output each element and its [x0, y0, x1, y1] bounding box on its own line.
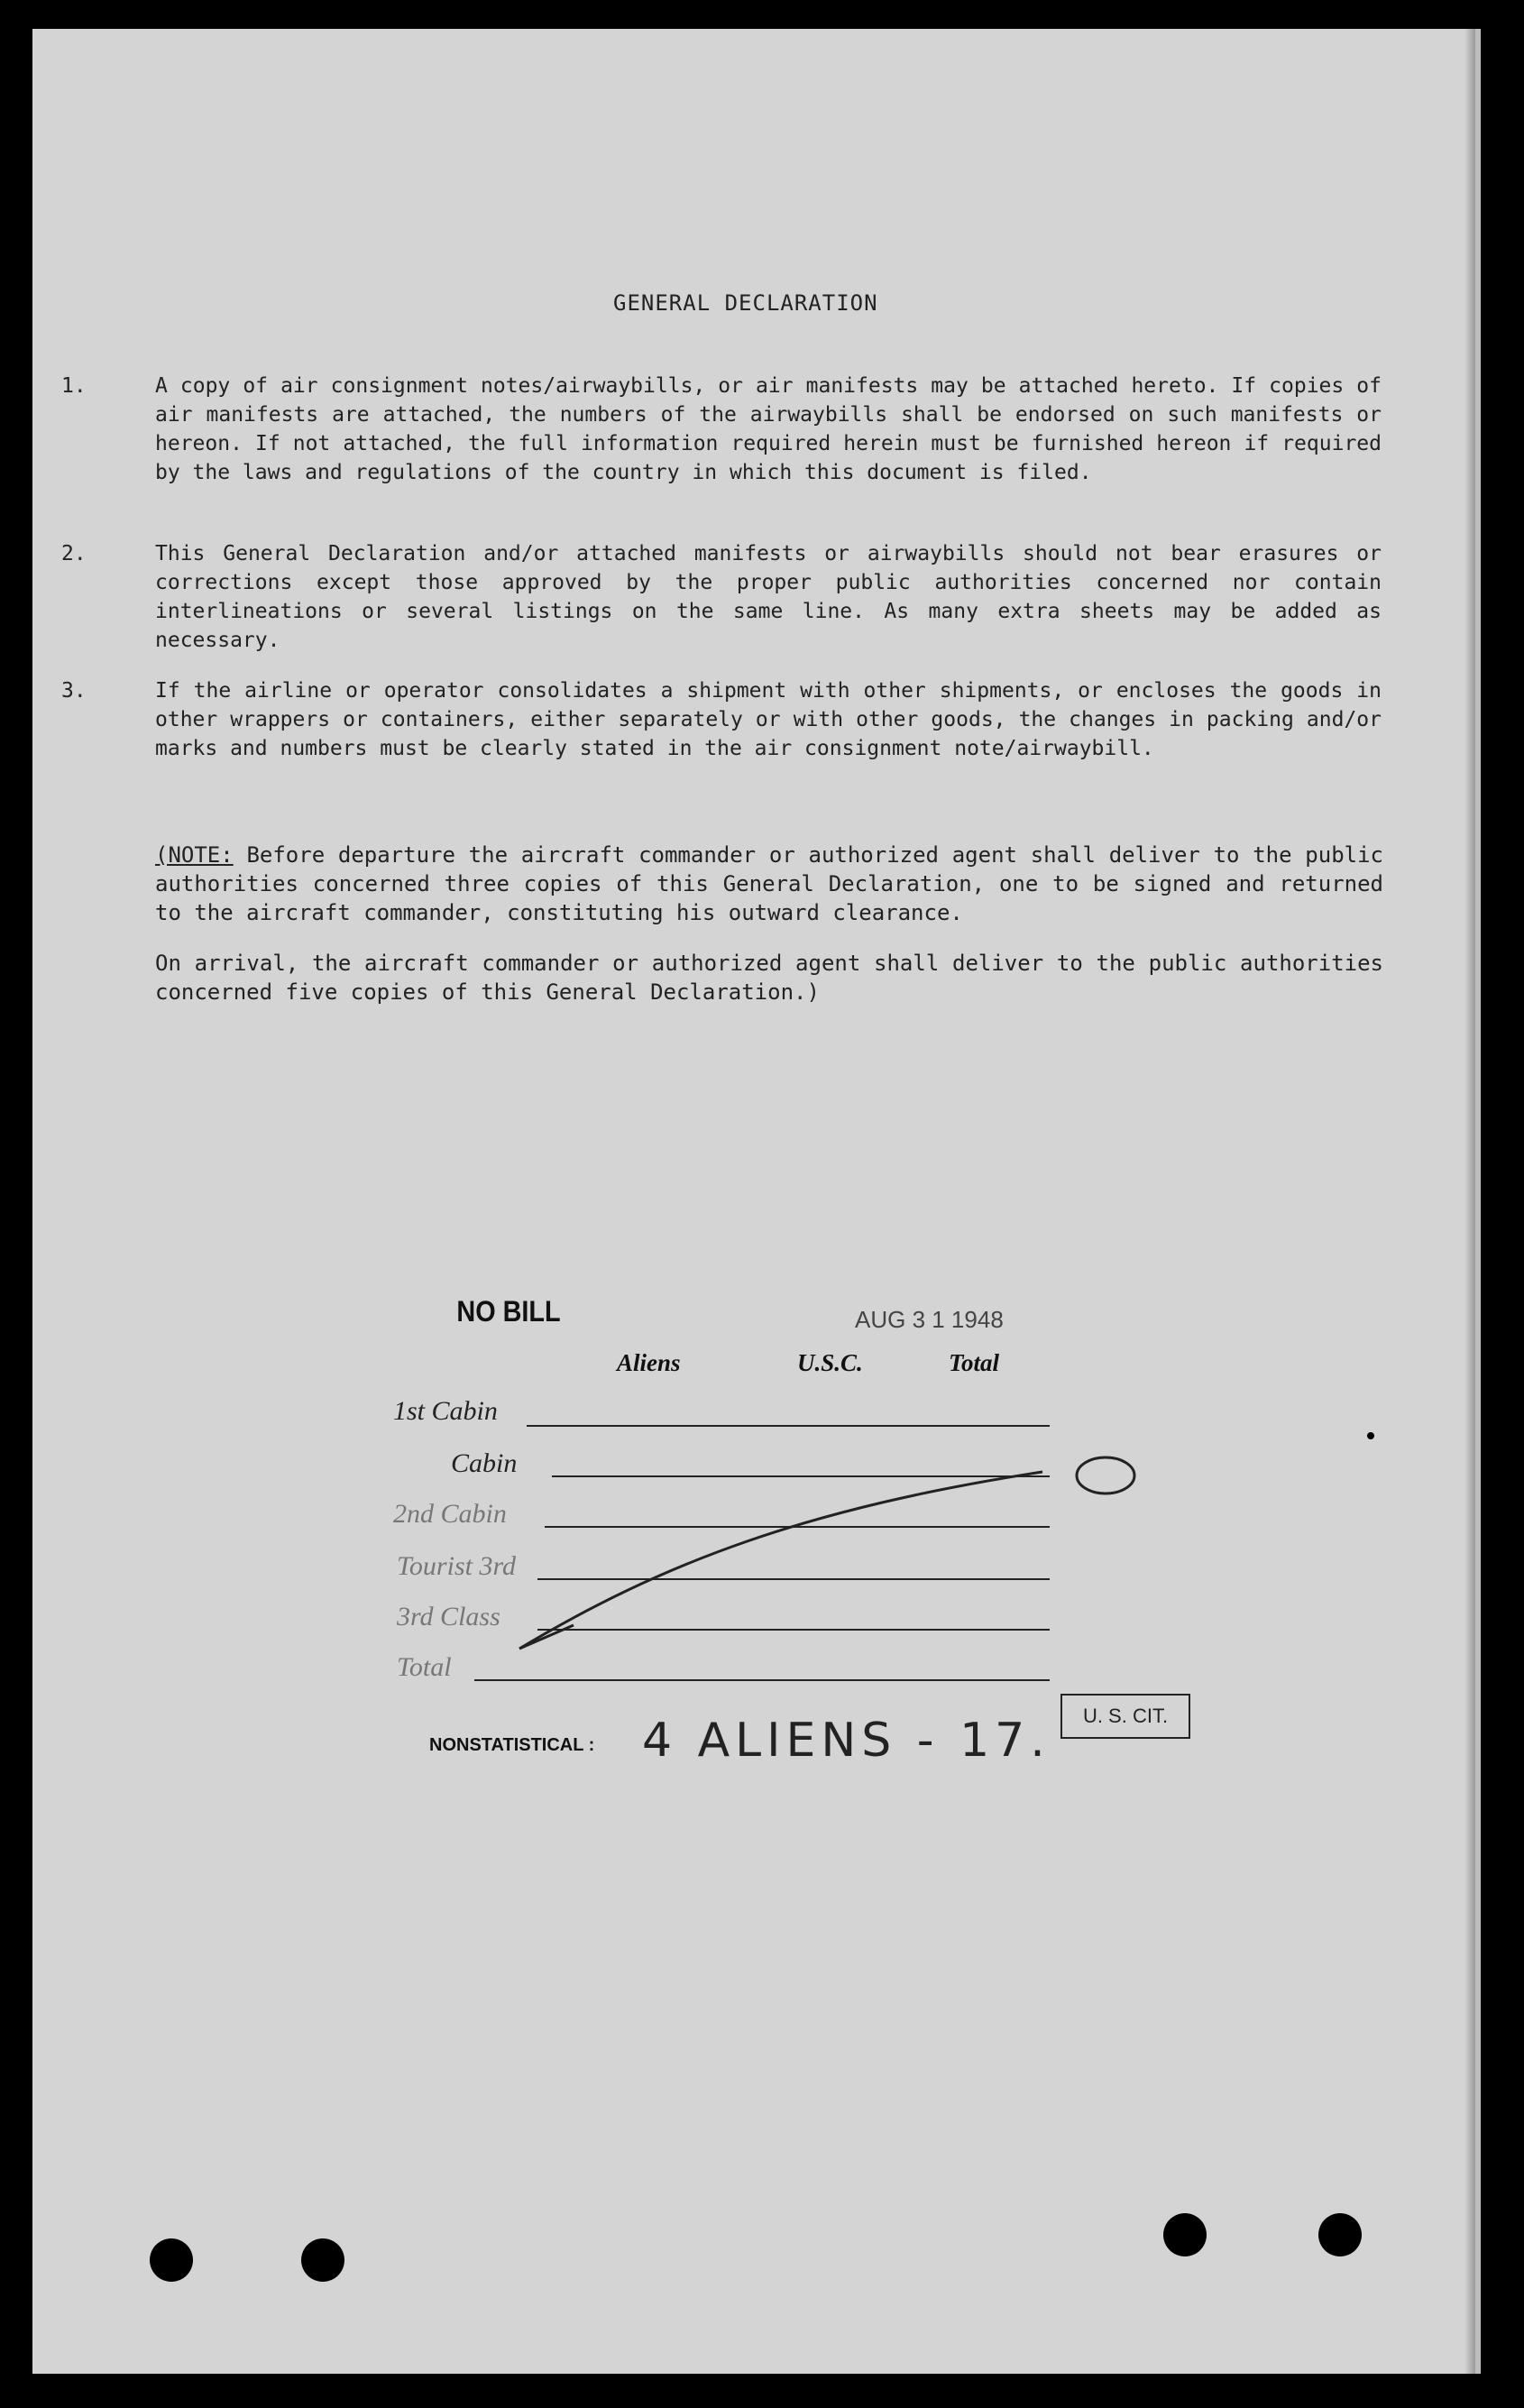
strike-through-mark: [32, 29, 1475, 2374]
punch-hole: [150, 2238, 193, 2282]
row-cabin: Cabin: [451, 1448, 518, 1478]
column-aliens: Aliens: [617, 1349, 681, 1376]
row-2nd-cabin: 2nd Cabin: [393, 1499, 507, 1529]
note-label: (NOTE:: [155, 842, 234, 868]
row-tourist-3rd: Tourist 3rd: [397, 1551, 517, 1581]
handwritten-note: 4 ALIENS - 17.: [642, 1714, 1051, 1768]
paragraph-text: If the airline or operator consolidates a shipment with other shipments, or encloses the goods in other wrappers or containers, either separately or with other goods, the changes in packing and/or marks and numbers must be clearly stated in the air consignment note/airwaybill.: [155, 679, 1382, 760]
row-total: Total: [397, 1652, 452, 1682]
speck: [1367, 1432, 1374, 1439]
arrival-paragraph: On arrival, the aircraft commander or authorized agent shall deliver to the public authorities concerned five copies of this General Declaration.): [155, 951, 1383, 1005]
punch-hole: [1163, 2213, 1207, 2256]
document-page: [32, 29, 1481, 2374]
paragraph-text: A copy of air consignment notes/airwaybills, or air manifests may be attached hereto. If copies of air manifests are attached, the numbers of the airwaybills shall be endorsed on such manifests or hereon. If not attached, the full information required herein must be furnished hereon if required by the laws and regulations of the country in which this document is filed.: [155, 374, 1382, 484]
paragraph-number: 1.: [61, 374, 87, 398]
us-cit-stamp: U. S. CIT.: [1060, 1694, 1190, 1739]
note-text: Before departure the aircraft commander or authorized agent shall deliver to the public authorities concerned three copies of this General Declaration, one to be signed and returned to the aircraft commander, constituting his outward clearance.: [155, 842, 1383, 925]
page-title: GENERAL DECLARATION: [613, 290, 878, 316]
row-3rd-class: 3rd Class: [397, 1602, 500, 1631]
paragraph-number: 3.: [61, 679, 87, 703]
column-total: Total: [949, 1349, 1000, 1376]
punch-hole: [301, 2238, 344, 2282]
paragraph-number: 2.: [61, 542, 87, 565]
punch-hole: [1318, 2213, 1362, 2256]
no-bill-stamp: NO BILL: [456, 1295, 561, 1328]
row-1st-cabin: 1st Cabin: [393, 1396, 498, 1426]
column-usc: U.S.C.: [797, 1349, 863, 1376]
paragraph-text: This General Declaration and/or attached manifests or airwaybills should not bear erasures or corrections except those approved by the proper public authorities concerned nor contain interlineations or several listings on the same line. As many extra sheets may be added as necessary.: [155, 542, 1382, 652]
nonstatistical-stamp: NONSTATISTICAL :: [429, 1735, 595, 1755]
date-stamp: AUG 3 1 1948: [855, 1306, 1004, 1333]
